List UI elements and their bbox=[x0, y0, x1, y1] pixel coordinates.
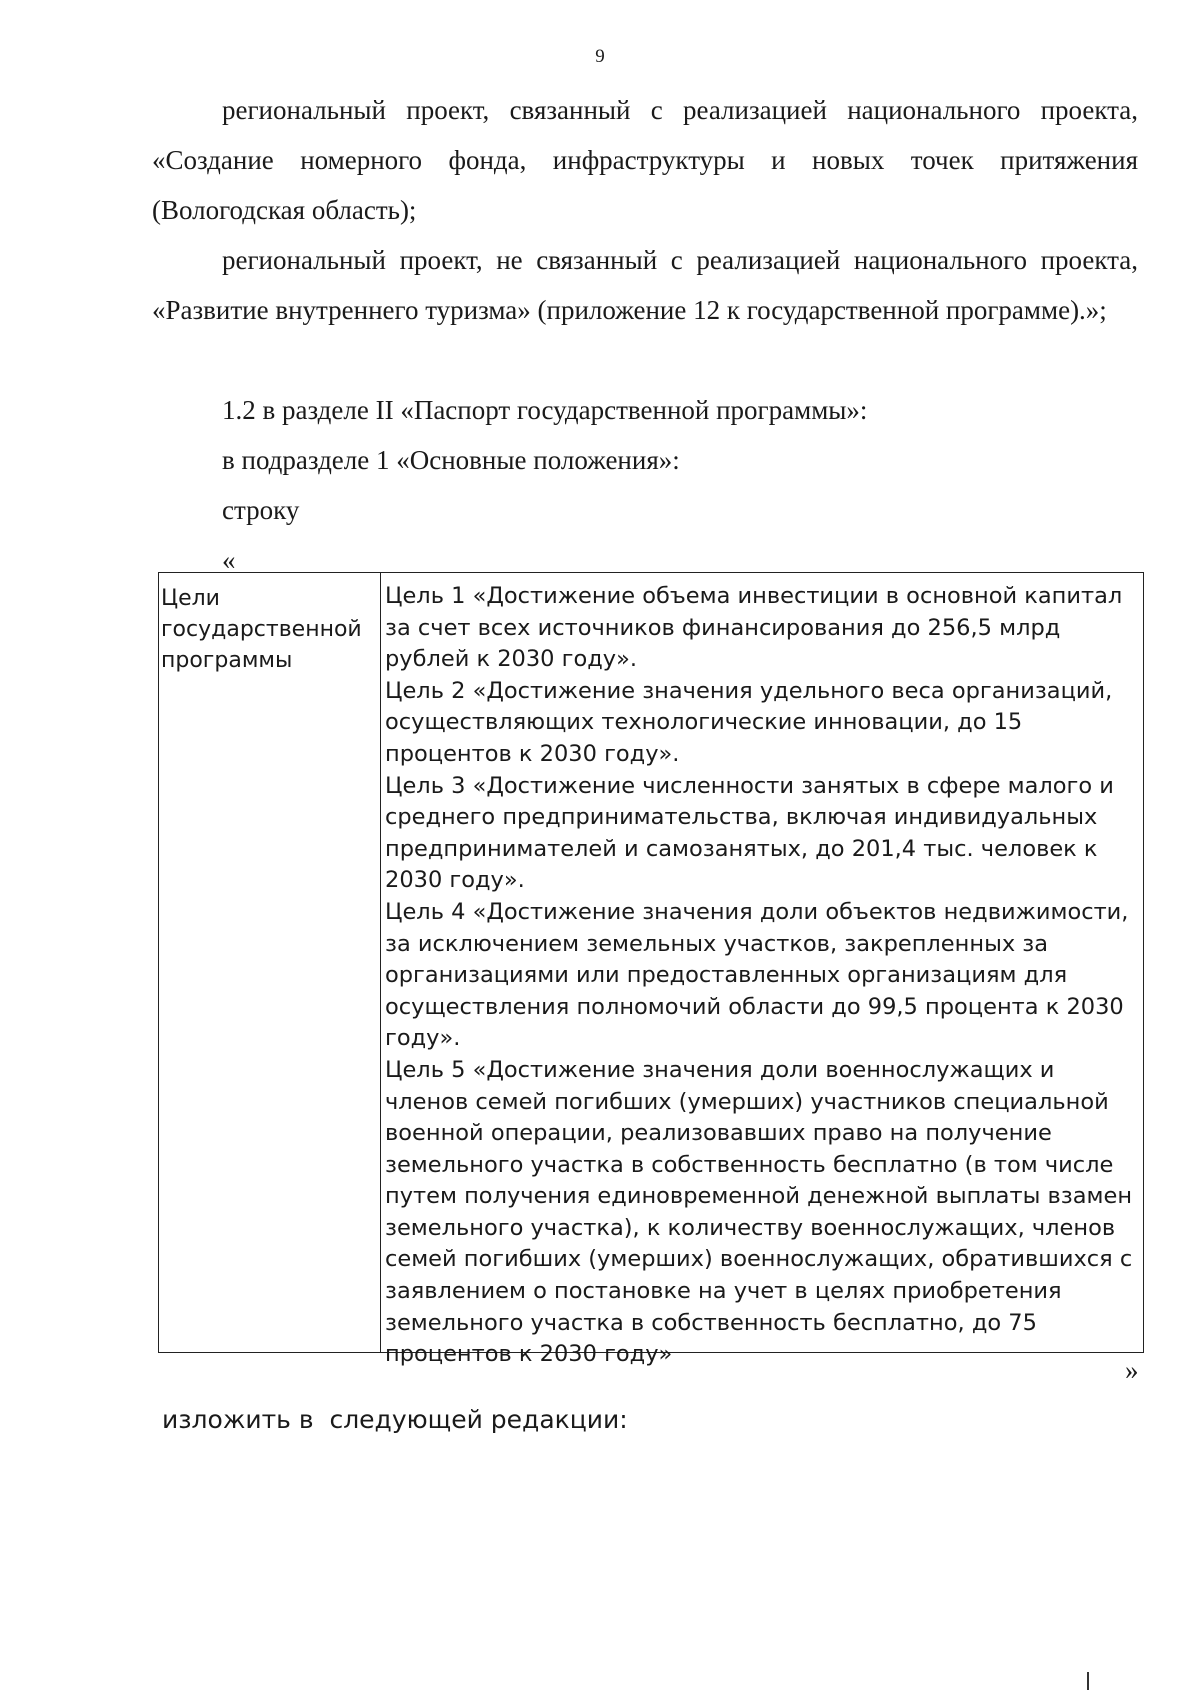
paragraph-regional-project-tourism-infrastructure: региональный проект, связанный с реализацией национального проекта, «Создание номерного фонда, инфраструктуры и новых точек притяжения (Вологодская область); bbox=[152, 95, 1138, 225]
paragraph-regional-project-domestic-tourism: региональный проект, не связанный с реализацией национального проекта, «Развитие внутреннего туризма» (приложение 12 к государственной программе).»; bbox=[152, 245, 1138, 325]
goal-1: Цель 1 «Достижение объема инвестиции в основной капитал за счет всех источников финансирования до 256,5 млрд рублей к 2030 году». bbox=[385, 583, 1123, 673]
page-number: 9 bbox=[595, 46, 605, 67]
goals-label-cell: Цели государственной программы bbox=[159, 573, 381, 1352]
goal-3: Цель 3 «Достижение численности занятых в сфере малого и среднего предпринимательства, включая индивидуальных предпринимателей и самозанятых, до 201,4 тыс. человек к 2030 году». bbox=[385, 772, 1114, 894]
closing-quote: » bbox=[1125, 1355, 1139, 1385]
program-goals-table bbox=[158, 572, 1144, 1368]
subsection-line: в подразделе 1 «Основные положения»: bbox=[222, 445, 680, 475]
row-word-line: строку bbox=[222, 495, 300, 525]
goal-5: Цель 5 «Достижение значения доли военнослужащих и членов семей погибших (умерших) участников специальной военной операции, реализовавших право на получение земельного участка в собственность бесплатно (в том числе путем получения единовременной денежной выплаты взамен земельного участка), к количеству военнослужащих, членов семей погибших (умерших) военнослужащих, обратившихся с заявлением о постановке на учет в целях приобретения земельного участка в собственность бесплатно, до 75 процентов к 2030 году» bbox=[385, 1056, 1133, 1368]
final-instruction-line: изложить в следующей редакции: bbox=[162, 1405, 628, 1434]
goals-content-cell bbox=[381, 573, 1143, 1368]
scan-mark bbox=[1087, 1672, 1089, 1690]
opening-quote: « bbox=[222, 545, 236, 575]
goal-4: Цель 4 «Достижение значения доли объектов недвижимости, за исключением земельных участков, закрепленных за организациями или предоставленных организациям для осуществления полномочий области до 99,5 процента к 2030 году». bbox=[385, 898, 1129, 1052]
section-amendment-line: 1.2 в разделе II «Паспорт государственной программы»: bbox=[222, 395, 868, 425]
goal-2: Цель 2 «Достижение значения удельного веса организаций, осуществляющих технологические инновации, до 15 процентов к 2030 году». bbox=[385, 677, 1113, 767]
